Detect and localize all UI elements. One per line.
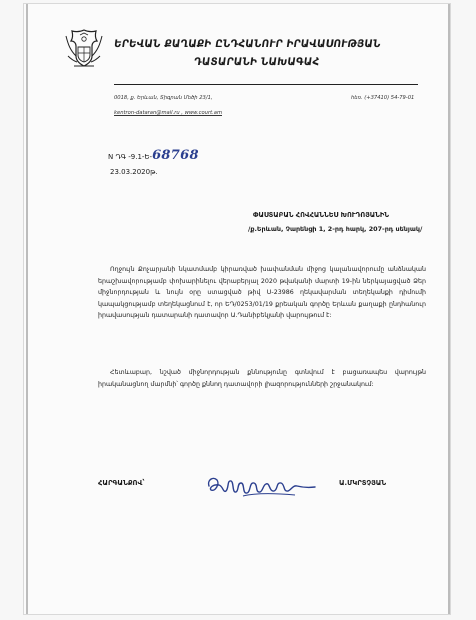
reference-number-handwritten: 68768 xyxy=(152,148,199,163)
court-email-web xyxy=(114,110,222,116)
letterhead-subtitle: ԴԱՏԱՐԱՆԻ ՆԱԽԱԳԱՀ xyxy=(193,56,321,68)
scan-edge-left xyxy=(26,4,28,614)
letter-date: 23.03.2020թ. xyxy=(110,168,158,176)
court-address: 0018, ք. Երևան, Տիգրան Մեծի 23/1, xyxy=(114,95,213,101)
reference-line xyxy=(108,148,199,163)
scan-edge-right xyxy=(448,4,450,614)
letterhead-title: ԵՐԵՎԱՆ ՔԱՂԱՔԻ ԸՆԴՀԱՆՈՒՐ ԻՐԱՎԱՍՈՒԹՅԱՆ xyxy=(113,38,382,50)
signer-name: Ա.ՄԿՐՏՉՅԱՆ xyxy=(339,479,387,487)
closing-salutation: ՀԱՐԳԱՆՔՈՎ՝ xyxy=(98,479,145,487)
reference-prefix: N ԴԳ -9.1-Ե- xyxy=(108,153,153,161)
body-paragraph-2: Հետևաբար, նշված միջնորդության քննությունը գտնվում է բացառապես վարույթն իրականացնող մարմնի՝ գործը քննող դատավորի լիազորությունների շրջանակում: xyxy=(98,369,426,388)
handwritten-signature xyxy=(203,466,321,502)
letterhead-divider xyxy=(114,84,418,85)
addressee-name: ՓԱՍՏԱԲԱՆ ՀՈՎՀԱՆՆԵՍ ԽՈՒԴՈՅԱՆԻՆ xyxy=(253,211,389,219)
court-phone: հեռ. (+37410) 54-79-01 xyxy=(351,95,415,101)
body-paragraph-1: Ողջույն Քոչարյանի նկատմամբ կիրառված խափանման միջոց կալանավորումը անձնական երաշխավորությամբ փոխարինելու վերաբերյալ 2020 թվականի մարտի 19-ին ներկայացված Ձեր միջնորդության և նույն օրը ստացված թիվ Ս-23986 ղեկավարման տեղեկանքի դիմումի կապակցությամբ տեղեկացնում է, որ ԵԴ/0253/01/19 քրեական գործը Երևան քաղաքի ընդհանուր իրավասության դատարանի դատավոր Ա.Դանիբեկյանի վարույթում է: xyxy=(98,266,426,319)
addressee-address: /ք.Երևան, Չարենցի 1, 2-րդ հարկ, 207-րդ սենյակ/ xyxy=(248,225,423,233)
coat-of-arms-icon xyxy=(62,26,106,70)
email-link[interactable]: kentron-dataran@mail.ru , www.court.am xyxy=(114,110,222,116)
